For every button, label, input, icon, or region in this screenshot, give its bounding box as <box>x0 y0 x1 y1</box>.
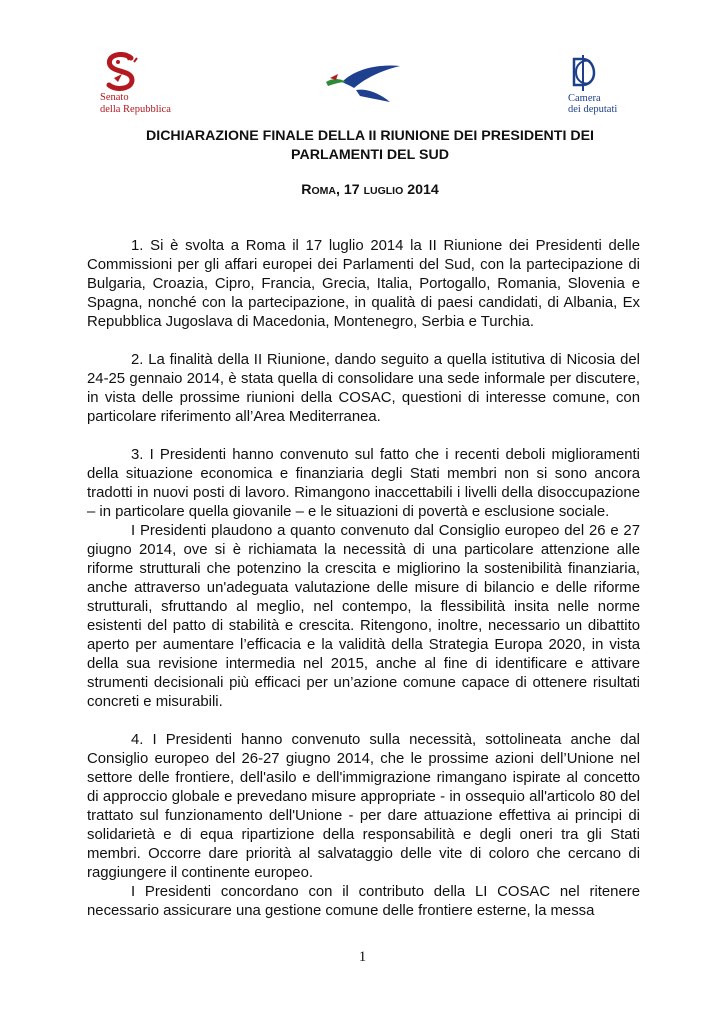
document-date <box>100 182 640 198</box>
date-initial: R <box>301 182 312 198</box>
senato-caption-line1: Senato <box>100 92 129 103</box>
date-year: 2014 <box>403 182 439 198</box>
date-month: LUGLIO <box>363 185 404 197</box>
document-title-line2: PARLAMENTI DEL SUD <box>291 147 449 163</box>
letterhead <box>0 0 725 125</box>
camera-logo <box>560 55 640 123</box>
paragraph-2: 2. La finalità della II Riunione, dando seguito a quella istitutiva di Nicosia del 24-25 gennaio 2014, è stata quella di consolidare una sede informale per discutere, in vista delle prossime riunioni della COSAC, questioni di interesse comune, con particolare riferimento all’Area Mediterranea. <box>87 352 640 425</box>
dove-wings-icon <box>318 62 408 112</box>
paragraph-1: 1. Si è svolta a Roma il 17 luglio 2014 la II Riunione dei Presidenti delle Commissioni per gli affari europei dei Parlamenti del Sud, con la partecipazione di Bulgaria, Croazia, Cipro, Francia, Grecia, Italia, Portogallo, Romania, Slovenia e Spagna, nonché con la partecipazione, in qualità di paesi candidati, di Albania, Ex Repubblica Jugoslava di Macedonia, Montenegro, Serbia e Turchia. <box>87 238 640 330</box>
camera-caption-line1: Camera <box>568 93 601 104</box>
camera-dc-emblem-icon <box>568 55 598 95</box>
date-day: , 17 <box>335 182 364 198</box>
camera-caption-line2: dei deputati <box>568 104 618 115</box>
paragraph-4-continued: I Presidenti concordano con il contributo della LI COSAC nel ritenere necessario assicurare una gestione comune delle frontiere esterne, la messa <box>87 884 640 919</box>
senato-caption-line2: della Repubblica <box>100 104 171 115</box>
paragraph-3: 3. I Presidenti hanno convenuto sul fatto che i recenti deboli miglioramenti della situazione economica e finanziaria degli Stati membri non si sono ancora tradotti in nuovi posti di lavoro. Rimangono inaccettabili i livelli della disoccupazione – in particolare quella giovanile – e le situazioni di povertà e esclusione sociale. <box>87 447 640 520</box>
senato-logo <box>98 52 188 122</box>
date-city-rest: OMA <box>311 185 336 197</box>
document-title-line1: DICHIARAZIONE FINALE DELLA II RIUNIONE DEI PRESIDENTI DEI <box>146 128 594 144</box>
page-number: 1 <box>358 949 367 965</box>
document-title <box>100 127 640 165</box>
paragraph-3-continued: I Presidenti plaudono a quanto convenuto dal Consiglio europeo del 26 e 27 giugno 2014, ove si è richiamata la necessità di una particolare attenzione alle riforme strutturali che potenzino la crescita e migliorino la sostenibilità finanziaria, anche attraverso un'adeguata valutazione delle misure di bilancio e delle riforme strutturali, sfruttando al meglio, nel contempo, la flessibilità insita nelle norme esistenti del patto di stabilità e crescita. Ritengono, inoltre, necessario un dibattito aperto per aumentare l’efficacia e la validità della Strategia Europa 2020, in vista della sua revisione intermedia nel 2015, anche al fine di identificare e attivare strumenti decisionali più efficaci per un’azione comune capace di ottenere risultati concreti e misurabili. <box>87 523 640 710</box>
senato-s-emblem-icon <box>98 52 148 94</box>
parliaments-south-logo <box>318 62 408 112</box>
document-body <box>87 237 640 940</box>
paragraph-4: 4. I Presidenti hanno convenuto sulla necessità, sottolineata anche dal Consiglio europeo del 26-27 giugno 2014, che le prossime azioni dell’Unione nel settore delle frontiere, dell'asilo e dell'immigrazione rimangano ispirate al concetto di approccio globale e prevedano misure appropriate - in ossequio all'articolo 80 del trattato sul funzionamento dell'Unione - per dare attuazione effettiva ai principi di solidarietà e di equa ripartizione della responsabilità e degli oneri tra gli Stati membri. Occorre dare priorità al salvataggio delle vite di coloro che cercano di raggiungere il continente europeo. <box>87 732 640 881</box>
